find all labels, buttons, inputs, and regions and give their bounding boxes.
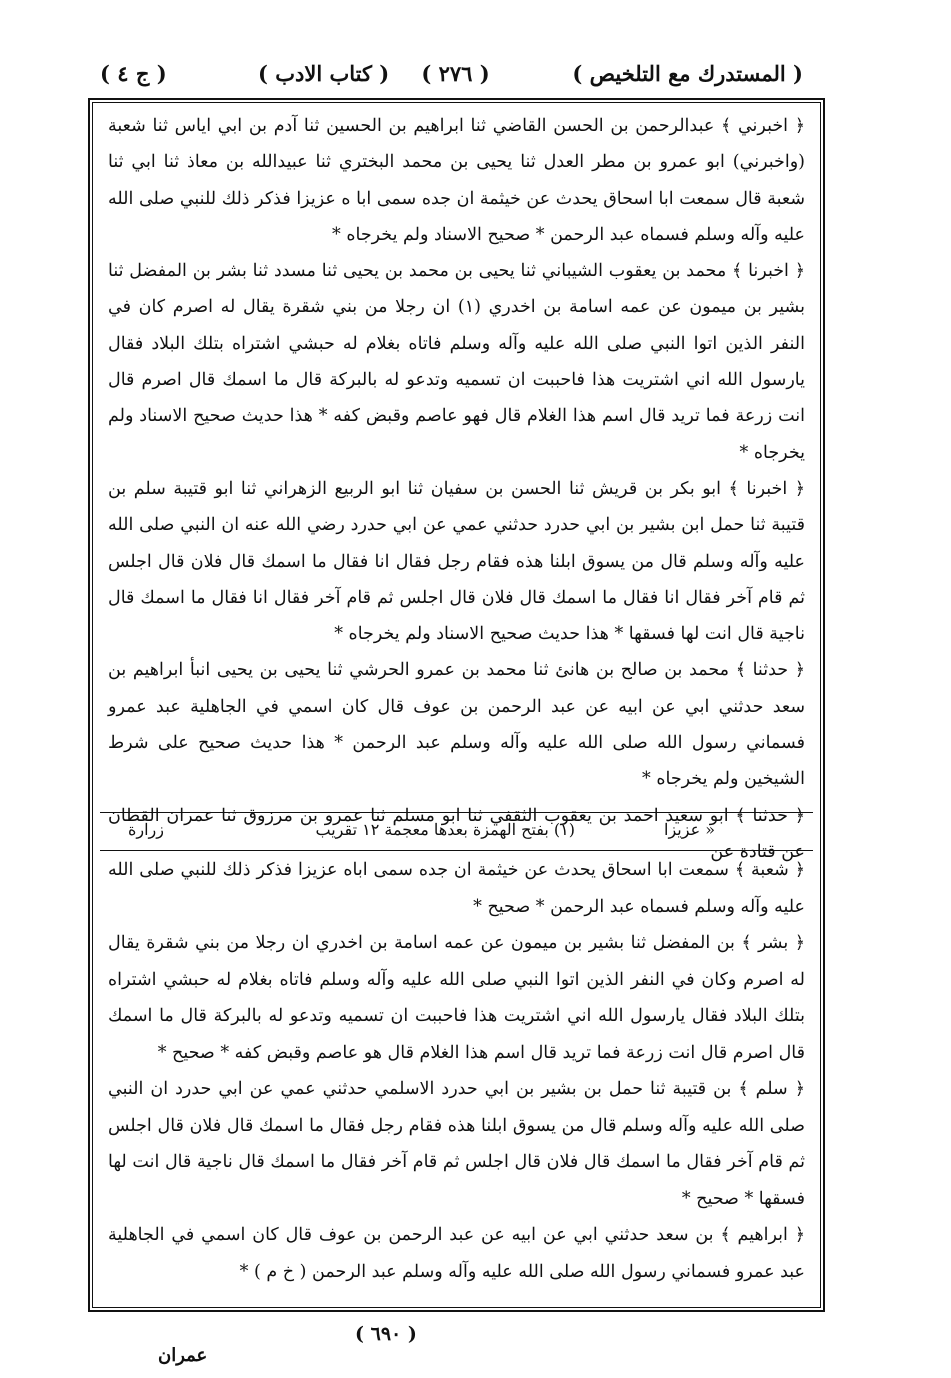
header-book-name: ( المستدرك مع التلخيص ) [572, 61, 803, 86]
footnote-text: (١) بفتح الهمزة بعدها معجمة ١٢ تقريب [315, 820, 575, 839]
summary-text [108, 852, 805, 1290]
summary-divider [100, 850, 813, 851]
summary-paragraph: ﴿ شعبة ﴾ سمعت ابا اسحاق يحدث عن خيثمة ان جده سمى اباه عزيزا فذكر ذلك للنبي صلى الله عليه وآله وسلم فسماه عبد الرحمن * صحيح * [108, 860, 805, 917]
hadith-paragraph: ﴿ حدثنا ﴾ محمد بن صالح بن هانئ ثنا محمد بن عمرو الحرشي ثنا يحيى بن يحيى انبأ ابراهيم بن سعد حدثني ابي عن ابيه عن عبد الرحمن بن عوف قال كان اسمي في الجاهلية عبد عمرو فسماني رسول الله صلى الله عليه وآله وسلم عبد الرحمن * هذا حديث صحيح على شرط الشيخين ولم يخرجاه * [108, 660, 805, 790]
footnote-keyword: « عزيزا [664, 820, 715, 839]
header-page-number: ( ٢٧٦ ) [421, 61, 490, 86]
hadith-paragraph: ﴿ حدثنا ﴾ ابو سعيد احمد بن يعقوب الثقفي ثنا ابو مسلم ثنا عمرو بن مرزوق ثنا عمران القطان عن قتادة عن [108, 805, 805, 862]
main-text [108, 108, 805, 870]
summary-paragraph: ﴿ ابراهيم ﴾ بن سعد حدثني ابي عن ابيه عن عبد الرحمن بن عوف قال كان اسمي في الجاهلية عبد عمرو فسماني رسول الله صلى الله عليه وآله وسلم عبد الرحمن ( خ م ) * [108, 1225, 805, 1282]
header-volume: ( ج ٤ ) [100, 61, 167, 86]
catchword: عمران [158, 1345, 208, 1366]
page-header [88, 55, 823, 97]
hadith-paragraph: ﴿ اخبرني ﴾ عبدالرحمن بن الحسن القاضي ثنا ابراهيم بن الحسين ثنا آدم بن ابي اياس ثنا شعبة (واخبرني) ابو عمرو بن مطر العدل ثنا يحيى بن محمد البختري ثنا عبيدالله بن معاذ ثنا ابي ثنا شعبة قال سمعت ابا اسحاق يحدث عن خيثمة ان جده سمى ابا ه عزيزا فذكر ذلك للنبي صلى الله عليه وآله وسلم فسماه عبد الرحمن * صحيح الاسناد ولم يخرجاه * [108, 116, 805, 245]
header-chapter-title: ( كتاب الادب ) [258, 61, 390, 86]
hadith-paragraph: ﴿ اخبرنا ﴾ ابو بكر بن قريش ثنا الحسن بن سفيان ثنا ابو الربيع الزهراني ثنا ابو قتيبة سلم بن قتيبة ثنا حمل ابن بشير بن ابي حدرد حدثني عمي عن ابي حدرد رضي الله عنه ان النبي صلى الله عليه وآله وسلم قال من يسوق ابلنا هذه فقام رجل فقال انا فقال ما اسمك قال فلان قال اجلس ثم قام آخر فقال انا فقال ما اسمك قال فلان قال اجلس ثم قام آخر فقال انا فقال ما اسمك قال ناجية قال انت لها فسقها * هذا حديث صحيح الاسناد ولم يخرجاه * [108, 478, 805, 645]
footnote [108, 812, 805, 852]
hadith-paragraph: ﴿ اخبرنا ﴾ محمد بن يعقوب الشيباني ثنا يحيى بن محمد بن يحيى ثنا مسدد ثنا بشر بن المفضل ثنا بشير بن ميمون عن عمه اسامة بن اخدري (١) ان رجلا من بني شقرة يقال له اصرم كان في النفر الذين اتوا النبي صلى الله عليه وآله وسلم فاتاه بغلام له حبشي اشتراه بتلك البلاد فقال يارسول الله اني اشتريت هذا فاحببت ان تسميه وتدعو له بالبركة قال ما اسمك قال اصرم قال انت زرعة فما تريد قال اسم هذا الغلام قال فهو عاصم وقبض كفه * هذا حديث صحيح الاسناد ولم يخرجاه * [108, 261, 805, 463]
summary-paragraph: ﴿ بشر ﴾ بن المفضل ثنا بشير بن ميمون عن عمه اسامة بن اخدري ان رجلا من بني شقرة يقال له اصرم وكان في النفر الذين اتوا النبي صلى الله عليه وآله وسلم فاتاه بغلام له حبشي اشتراه بتلك البلاد فقال يارسول الله اني اشتريت هذا فاحببت ان تسميه وتدعو له بالبركة قال ما اسمك قال اصرم قال انت زرعة فما تريد قال اسم هذا الغلام قال هو عاصم وقبض كفه * صحيح * [108, 933, 805, 1063]
text-frame [88, 98, 825, 1312]
footer-page-number: ( ٦٩٠ ) [355, 1323, 417, 1345]
summary-paragraph: ﴿ سلم ﴾ بن قتيبة ثنا حمل بن بشير بن ابي حدرد الاسلمي حدثني عمي عن ابي حدرد ان النبي صلى الله عليه وآله وسلم قال من يسوق ابلنا هذه فقام رجل فقال ما اسمك قال فلان قال اجلس ثم قام آخر فقال ما اسمك قال فلان قال اجلس ثم قام آخر فقال ما اسمك قال ناجية قال انت لها فسقها * صحيح * [108, 1079, 805, 1209]
footnote-word: زرارة [128, 820, 165, 839]
